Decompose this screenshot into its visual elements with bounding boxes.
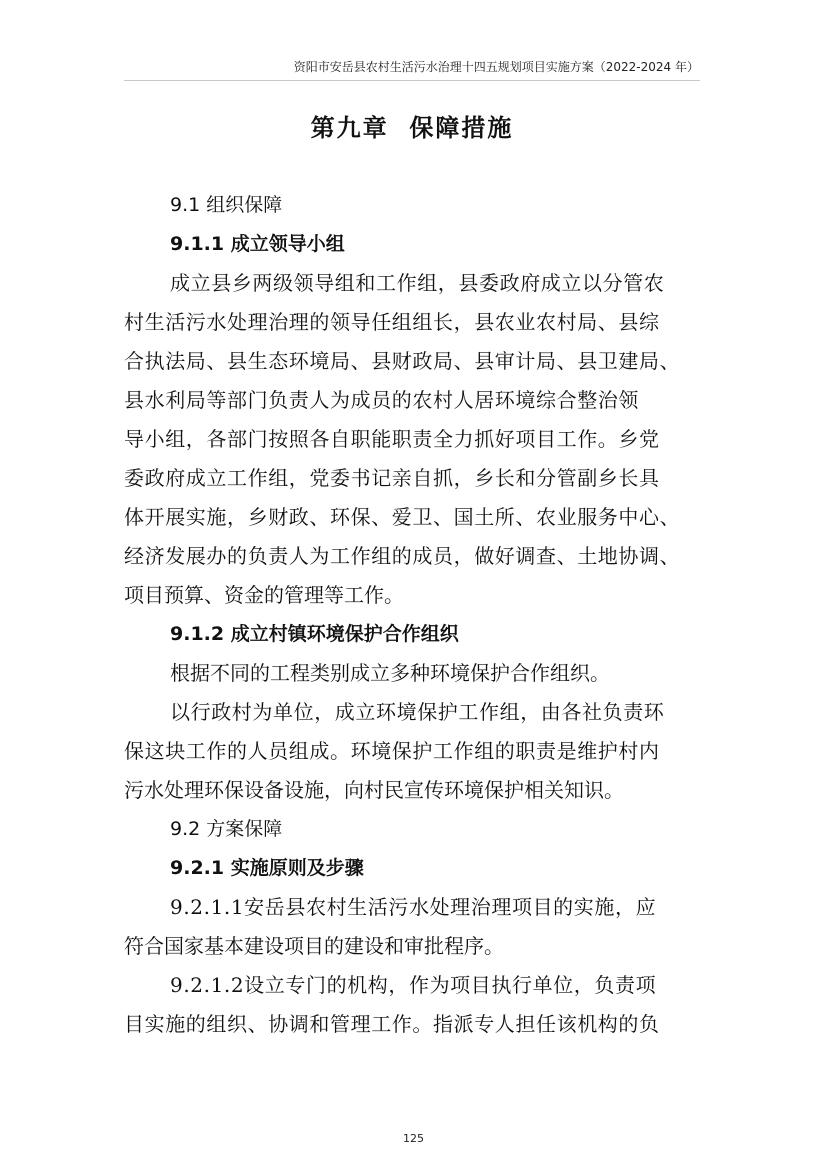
document-body bbox=[124, 186, 696, 1044]
paragraph-line: 委政府成立工作组，党委书记亲自抓，乡长和分管副乡长具 bbox=[124, 466, 660, 490]
paragraph-line: 经济发展办的负责人为工作组的成员，做好调查、土地协调、 bbox=[124, 544, 681, 568]
paragraph-line: 合执法局、县生态环境局、县财政局、县审计局、县卫建局、 bbox=[124, 349, 681, 373]
paragraph-line: 村生活污水处理治理的领导任组组长，县农业农村局、县综 bbox=[124, 310, 660, 334]
running-header: 资阳市安岳县农村生活污水治理十四五规划项目实施方案（2022-2024 年） bbox=[293, 60, 699, 74]
header-rule bbox=[124, 80, 700, 81]
section-heading-9-2: 9.2 方案保障 bbox=[170, 818, 283, 840]
paragraph-implementation-steps bbox=[124, 888, 696, 1044]
paragraph-line: 9.2.1.1安岳县农村生活污水处理治理项目的实施，应 bbox=[170, 895, 657, 919]
paragraph-line: 目实施的组织、协调和管理工作。指派专人担任该机构的负 bbox=[124, 1012, 660, 1036]
chapter-title: 第九章 保障措施 bbox=[310, 114, 514, 142]
section-heading-9-1: 9.1 组织保障 bbox=[170, 194, 283, 216]
section-heading-9-1-1: 9.1.1 成立领导小组 bbox=[170, 233, 345, 255]
paragraph-environment-cooperation bbox=[124, 654, 696, 810]
paragraph-line: 导小组，各部门按照各自职能职责全力抓好项目工作。乡党 bbox=[124, 427, 660, 451]
paragraph-leadership-group bbox=[124, 264, 696, 615]
paragraph-line: 项目预算、资金的管理等工作。 bbox=[124, 583, 404, 607]
paragraph-line: 9.2.1.2设立专门的机构，作为项目执行单位，负责项 bbox=[170, 973, 657, 997]
paragraph-line: 污水处理环保设备设施，向村民宣传环境保护相关知识。 bbox=[124, 778, 624, 802]
paragraph-line: 县水利局等部门负责人为成员的农村人居环境综合整治领 bbox=[124, 388, 639, 412]
section-heading-9-1-2: 9.1.2 成立村镇环境保护合作组织 bbox=[170, 623, 459, 645]
page-number: 125 bbox=[403, 1132, 424, 1145]
paragraph-line: 成立县乡两级领导组和工作组，县委政府成立以分管农 bbox=[170, 271, 665, 295]
paragraph-line: 保这块工作的人员组成。环境保护工作组的职责是维护村内 bbox=[124, 739, 660, 763]
paragraph-line: 符合国家基本建设项目的建设和审批程序。 bbox=[124, 934, 504, 958]
paragraph-line: 根据不同的工程类别成立多种环境保护合作组织。 bbox=[170, 661, 610, 685]
paragraph-line: 以行政村为单位，成立环境保护工作组，由各社负责环 bbox=[170, 700, 665, 724]
paragraph-line: 体开展实施，乡财政、环保、爱卫、国土所、农业服务中心、 bbox=[124, 505, 681, 529]
section-heading-9-2-1: 9.2.1 实施原则及步骤 bbox=[170, 857, 364, 879]
